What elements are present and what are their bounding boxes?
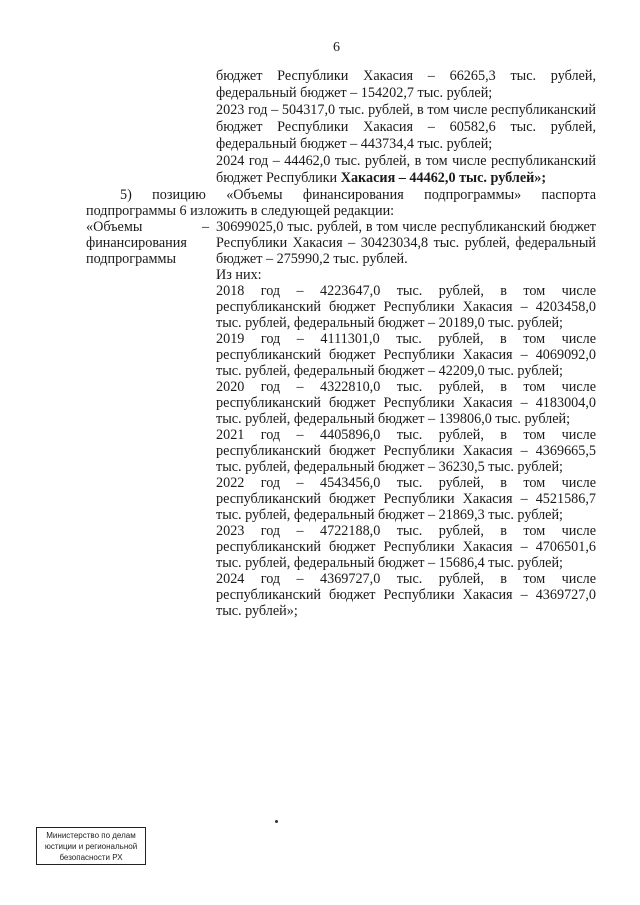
ministry-stamp: [36, 827, 146, 865]
text-line: 2018 год – 4223647,0 тыс. рублей, в том числе: [216, 283, 596, 299]
text-line: республиканский бюджет Республики Хакасия – 4203458,0: [216, 299, 596, 315]
page-number: 6: [333, 40, 340, 55]
text-line: республиканский бюджет Республики Хакасия – 4706501,6: [216, 539, 596, 555]
stamp-line: Министерство по делам: [46, 831, 136, 840]
label-line: финансирования: [86, 235, 187, 251]
stamp-line: безопасности РХ: [59, 853, 123, 862]
text-line: бюджет – 275990,2 тыс. рублей.: [216, 251, 408, 267]
text-line: 2022 год – 4543456,0 тыс. рублей, в том числе: [216, 475, 596, 491]
text-line: 30699025,0 тыс. рублей, в том числе республиканский бюджет: [216, 219, 596, 235]
text-line: 2020 год – 4322810,0 тыс. рублей, в том числе: [216, 379, 596, 395]
text-line: 2024 год – 4369727,0 тыс. рублей, в том числе: [216, 571, 596, 587]
text-line: республиканский бюджет Республики Хакасия – 4369727,0: [216, 587, 596, 603]
text-line: республиканский бюджет Республики Хакасия – 4183004,0: [216, 395, 596, 411]
label-line: «Объемы: [86, 219, 143, 235]
text-bold: Хакасия – 44462,0 тыс. рублей»;: [340, 170, 547, 186]
text-line: 2024 год – 44462,0 тыс. рублей, в том числе республиканский: [216, 153, 596, 169]
text-line: республиканский бюджет Республики Хакасия – 4369665,5: [216, 443, 596, 459]
text-line: [216, 170, 596, 186]
item-5-line: 5) позицию «Объемы финансирования подпрограммы» паспорта: [120, 187, 596, 203]
text-line: республиканский бюджет Республики Хакасия – 4521586,7: [216, 491, 596, 507]
text-line: тыс. рублей»;: [216, 603, 298, 619]
text-line: бюджет Республики Хакасия – 66265,3 тыс. рублей,: [216, 68, 596, 84]
text-line: Из них:: [216, 267, 262, 283]
stamp-line: юстиции и региональной: [44, 842, 138, 851]
text-line: тыс. рублей, федеральный бюджет – 15686,4 тыс. рублей;: [216, 555, 563, 571]
label-line: подпрограммы: [86, 251, 176, 267]
text-line: бюджет Республики Хакасия – 60582,6 тыс. рублей,: [216, 119, 596, 135]
text-line: федеральный бюджет – 443734,4 тыс. рублей;: [216, 136, 493, 152]
item-5-line: подпрограммы 6 изложить в следующей редакции:: [86, 203, 395, 219]
text-line: республиканский бюджет Республики Хакасия – 4069092,0: [216, 347, 596, 363]
text-line: Республики Хакасия – 30423034,8 тыс. рублей, федеральный: [216, 235, 596, 251]
text-line: федеральный бюджет – 154202,7 тыс. рублей;: [216, 85, 493, 101]
text-line: тыс. рублей, федеральный бюджет – 21869,3 тыс. рублей;: [216, 507, 563, 523]
text-line: тыс. рублей, федеральный бюджет – 42209,0 тыс. рублей;: [216, 363, 563, 379]
text-line: 2021 год – 4405896,0 тыс. рублей, в том числе: [216, 427, 596, 443]
text-line: 2019 год – 4111301,0 тыс. рублей, в том числе: [216, 331, 596, 347]
ink-dot: [275, 820, 278, 823]
text-plain: бюджет Республики: [216, 170, 341, 186]
text-line: 2023 год – 4722188,0 тыс. рублей, в том числе: [216, 523, 596, 539]
text-line: тыс. рублей, федеральный бюджет – 36230,5 тыс. рублей;: [216, 459, 563, 475]
text-line: 2023 год – 504317,0 тыс. рублей, в том числе республиканский: [216, 102, 596, 118]
text-line: тыс. рублей, федеральный бюджет – 139806,0 тыс. рублей;: [216, 411, 571, 427]
text-line: тыс. рублей, федеральный бюджет – 20189,0 тыс. рублей;: [216, 315, 563, 331]
dash: –: [202, 219, 210, 235]
